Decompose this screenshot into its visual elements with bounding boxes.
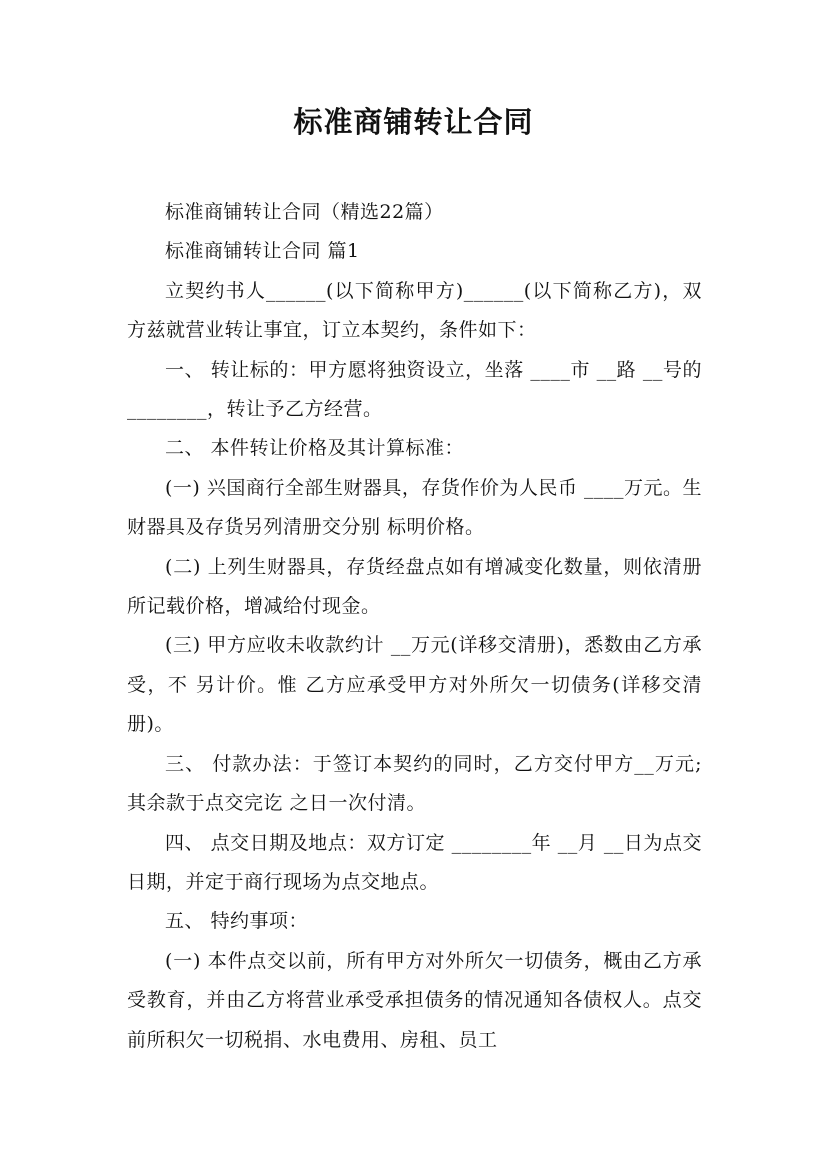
paragraph-subtitle: 标准商铺转让合同（精选22篇）	[165, 201, 444, 223]
paragraph-clause-2: 二、 本件转让价格及其计算标准：	[165, 437, 465, 460]
paragraph-section-heading: 标准商铺转让合同 篇1	[165, 240, 360, 263]
paragraph-clause-3: 三、 付款办法：于签订本契约的同时，乙方交付甲方__万元;其余款于点交完讫 之日一次付清。	[127, 752, 702, 815]
paragraph-clause-2-item-3: (三) 甲方应收未收款约计 __万元(详移交清册)，悉数由乙方承受，不 另计价。惟 乙方应承受甲方对外所欠一切债务(详移交清册)。	[127, 634, 702, 736]
paragraph-clause-4: 四、 点交日期及地点：双方订定 ________年 __月 __日为点交日期，并定于商行现场为点交地点。	[127, 831, 702, 893]
paragraph-clause-5: 五、 特约事项：	[165, 910, 309, 933]
paragraph-clause-5-item-1: (一) 本件点交以前，所有甲方对外所欠一切债务，概由乙方承受教育，并由乙方将营业承受承担债务的情况通知各债权人。点交前所积欠一切税捐、水电费用、房租、员工	[127, 949, 702, 1051]
document-title: 标准商铺转让合同	[293, 105, 534, 139]
paragraph-parties: 立契约书人______(以下简称甲方)______(以下简称乙方)，双方兹就营业转让事宜，订立本契约，条件如下：	[127, 279, 702, 342]
document-body	[127, 193, 702, 1060]
paragraph-clause-2-item-1: (一) 兴国商行全部生财器具，存货作价为人民币 ____万元。生财器具及存货另列清册交分别 标明价格。	[127, 476, 702, 539]
paragraph-clause-1: 一、 转让标的：甲方愿将独资设立，坐落 ____市 __路 __号的________，转让予乙方经营。	[127, 358, 702, 421]
paragraph-clause-2-item-2: (二) 上列生财器具，存货经盘点如有增减变化数量，则依清册所记载价格，增减给付现金。	[127, 555, 702, 618]
